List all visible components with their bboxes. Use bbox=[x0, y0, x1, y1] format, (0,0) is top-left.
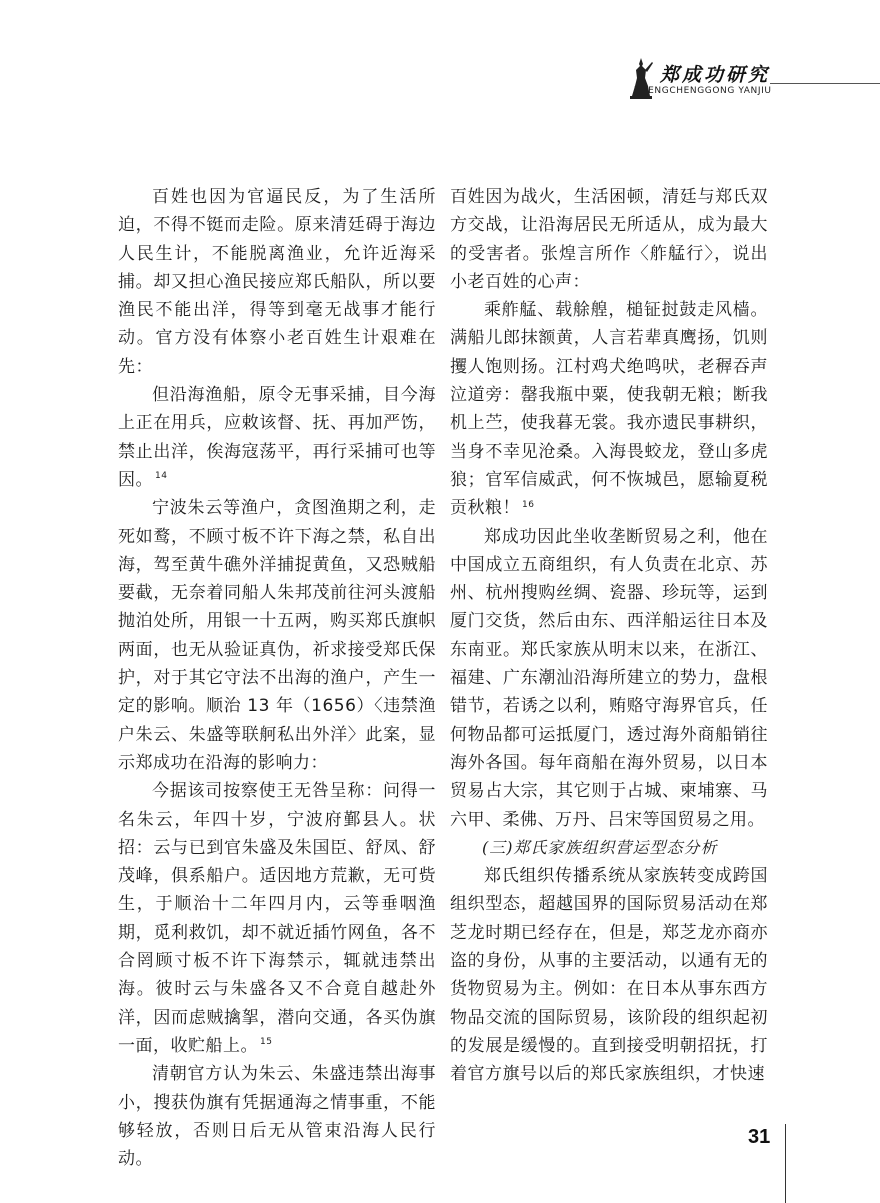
page-number-rule bbox=[785, 1124, 786, 1203]
footnote-marker: 14 bbox=[155, 471, 168, 482]
footnote-marker: 16 bbox=[522, 499, 535, 510]
paragraph bbox=[118, 494, 436, 777]
paragraph bbox=[450, 183, 768, 296]
paragraph bbox=[450, 862, 768, 1088]
right-column bbox=[450, 183, 768, 1089]
quote-text: 但沿海渔船，原令无事采捕，目今海上正在用兵，应敕该督、抚、再加严饬，禁止出洋，俟海寇荡平，再行采捕可也等因。 bbox=[118, 385, 436, 490]
quote-text: 乘舴艋、载艅艎，槌钲挝鼓走风樯。满船儿郎抹额黄，人言若辈真鹰扬，饥则攫人饱则扬。江村鸡犬绝鸣吠，老稺吞声泣道旁：罄我瓶中粟，使我朝无粮；断我机上苎，使我暮无裳。我亦遗民事耕织，当身不幸见沧桑。入海畏蛟龙，登山多虎狼；官军信威武，何不恢城邑，愿输夏税贡秋粮！ bbox=[450, 300, 768, 519]
paragraph-text: 百姓也因为官逼民反，为了生活所迫，不得不铤而走险。原来清廷碍于海边人民生计，不能脱离渔业，允许近海采捕。却又担心渔民接应郑氏船队，所以要渔民不能出洋，得等到毫无战事才能行动。官方没有体察小老百姓生计艰难在先： bbox=[118, 187, 436, 377]
section-heading: (三)郑氏家族组织营运型态分析 bbox=[482, 837, 718, 857]
paragraph-text: 清朝官方认为朱云、朱盛违禁出海事小，搜获伪旗有凭据通海之情事重，不能够轻放，否则日后无从管束沿海人民行动。 bbox=[118, 1064, 436, 1170]
paragraph-text: 宁波朱云等渔户，贪图渔期之利，走死如鹜，不顾寸板不许下海之禁，私自出海，驾至黄牛礁外洋捕捉黄鱼，又恐贼船要截，无奈着同船人朱邦茂前往河头渡船抛泊处所，用银一十五两，购买郑氏旗帜两面，也无从验证真伪，祈求接受郑氏保护，对于其它守法不出海的渔户，产生一定的影响。顺治 13 年（1656）〈违禁渔户朱云、朱盛等联舸私出外洋〉此案，显示郑成功在沿海的影响力： bbox=[118, 498, 436, 773]
left-column bbox=[118, 183, 436, 1173]
quote-text: 今据该司按察使王无咎呈称：问得一名朱云，年四十岁，宁波府鄞县人。状招：云与已到官朱盛及朱国臣、舒凤、舒茂峰，俱系船户。适因地方荒歉，无可赀生，于顺治十二年四月内，云等垂咽渔期，觅利救饥，却不就近插竹网鱼，各不合罔顾寸板不许下海禁示，辄就违禁出海。彼时云与朱盛各又不合竟自越赴外洋，因而虑贼擒挐，潜向交通，各买伪旗一面，收贮船上。 bbox=[118, 781, 436, 1056]
poem-quote bbox=[450, 296, 768, 522]
paragraph bbox=[450, 523, 768, 834]
paragraph-text: 郑氏组织传播系统从家族转变成跨国组织型态，超越国界的国际贸易活动在郑芝龙时期已经存在，但是，郑芝龙亦商亦盗的身份，从事的主要活动，以通有无的货物贸易为主。例如：在日本从事东西方物品交流的国际贸易，该阶段的组织起初的发展是缓慢的。直到接受明朝招抚，打着官方旗号以后的郑氏家族组织，才快速 bbox=[450, 866, 768, 1085]
footnote-marker: 15 bbox=[260, 1037, 273, 1048]
block-quote bbox=[118, 381, 436, 494]
page-number: 31 bbox=[748, 1126, 771, 1148]
paragraph-text: 郑成功因此坐收垄断贸易之利，他在中国成立五商组织，有人负责在北京、苏州、杭州搜购丝绸、瓷器、珍玩等，运到厦门交货，然后由东、西洋船运往日本及东南亚。郑氏家族从明末以来，在浙江、福建、广东潮汕沿海所建立的势力，盘根错节，若诱之以利，贿赂守海界官兵，任何物品都可运抵厦门，透过海外商船销往海外各国。每年商船在海外贸易，以日本贸易占大宗，其它则于占城、柬埔寨、马六甲、柔佛、万丹、吕宋等国贸易之用。 bbox=[450, 526, 768, 830]
paragraph-text: 百姓因为战火，生活困顿，清廷与郑氏双方交战，让沿海居民无所适从，成为最大的受害者。张煌言所作〈舴艋行〉，说出小老百姓的心声： bbox=[450, 187, 768, 292]
journal-header bbox=[620, 52, 880, 104]
paragraph bbox=[118, 183, 436, 381]
block-quote bbox=[118, 777, 436, 1060]
paragraph bbox=[118, 1060, 436, 1173]
header-rule bbox=[770, 83, 880, 84]
journal-title: 郑成功研究 bbox=[660, 64, 771, 86]
journal-subtitle: ZHENGCHENGGONG YANJIU bbox=[634, 86, 772, 96]
